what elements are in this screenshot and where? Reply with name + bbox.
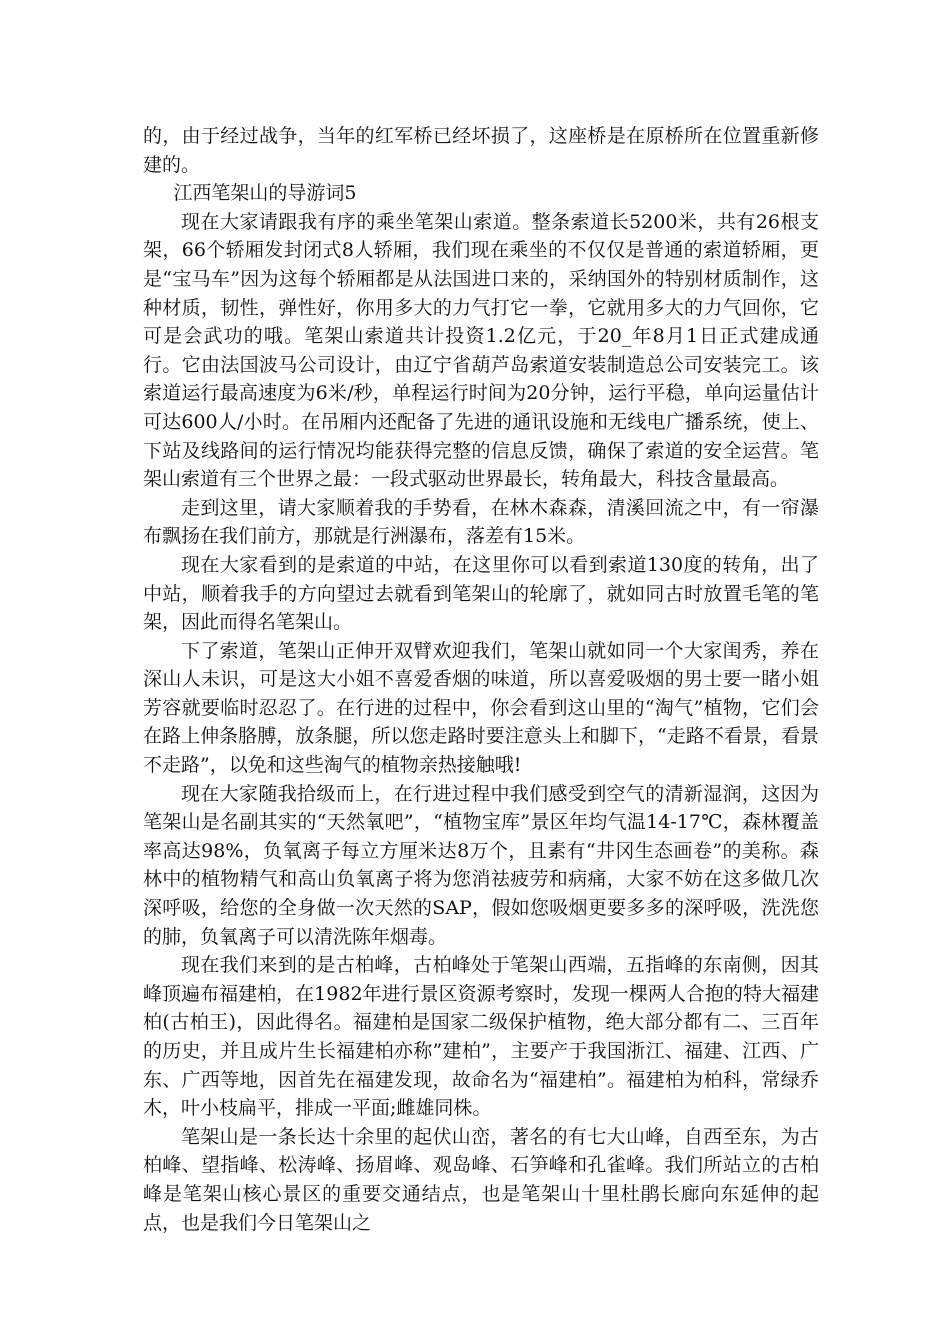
paragraph-cypress-peak: 现在我们来到的是古柏峰，古柏峰处于笔架山西端，五指峰的东南侧，因其峰顶遍布福建柏，在1982年进行景区资源考察时，发现一棵两人合抱的特大福建柏(古柏王)，因此得名。福建柏是国家二级保护植物，绝大部分都有二、三百年的历史，并且成片生长福建柏亦称”建柏”，主要产于我国浙江、福建、江西、广东、广西等地，因首先在福建发现，故命名为“福建柏”。福建柏为柏科，常绿乔木，叶小枝扁平，排成一平面;雌雄同株。 [143, 954, 819, 1120]
paragraph-middle-station: 现在大家看到的是索道的中站，在这里你可以看到索道130度的转角，出了中站，顺着我手的方向望过去就看到笔架山的轮廓了，就如同古时放置毛笔的笔架，因此而得名笔架山。 [143, 553, 819, 634]
paragraph-ropeway: 现在大家请跟我有序的乘坐笔架山索道。整条索道长5200米，共有26根支架，66个轿厢发封闭式8人轿厢，我们现在乘坐的不仅仅是普通的索道轿厢，更是“宝马车”因为这每个轿厢都是从法国进口来的，采纳国外的特别材质制作，这种材质，韧性，弹性好，你用多大的力气打它一拳，它就用多大的力气回你，它可是会武功的哦。笔架山索道共计投资1.2亿元，于20_年8月1日正式建成通行。它由法国波马公司设计，由辽宁省葫芦岛索道安装制造总公司安装完工。该索道运行最高速度为6米/秒，单程运行时间为20分钟，运行平稳，单向运量估计可达600人/小时。在吊厢内还配备了先进的通讯设施和无线电广播系统，使上、下站及线路间的运行情况均能获得完整的信息反馈，确保了索道的安全运营。笔架山索道有三个世界之最：一段式驱动世界最长，转角最大，科技含量最高。 [143, 210, 819, 491]
paragraph-seven-peaks: 笔架山是一条长达十余里的起伏山峦，著名的有七大山峰，自西至东，为古柏峰、望指峰、松涛峰、扬眉峰、观岛峰、石笋峰和孔雀峰。我们所站立的古柏峰是笔架山核心景区的重要交通结点，也是笔架山十里杜鹃长廊向东延伸的起点，也是我们今日笔架山之 [143, 1125, 819, 1234]
section-heading: 江西笔架山的导游词5 [173, 182, 357, 205]
paragraph-waterfall: 走到这里，请大家顺着我的手势看，在林木森森，清溪回流之中，有一帘瀑布飘扬在我们前方，那就是行洲瀑布，落差有15米。 [143, 496, 819, 548]
document-page [143, 122, 819, 1237]
paragraph-oxygen-bar: 现在大家随我拾级而上，在行进过程中我们感受到空气的清新湿润，这因为笔架山是名副其实的“天然氧吧”，“植物宝库”景区年均气温14-17℃，森林覆盖率高达98%，负氧离子每立方厘米达8万个，且素有“井冈生态画卷”的美称。森林中的植物精气和高山负氧离子将为您消祛疲劳和病痛，大家不妨在这多做几次深呼吸，给您的全身做一次天然的SAP，假如您吸烟更要多多的深呼吸，洗洗您的肺，负氧离子可以清洗陈年烟毒。 [143, 782, 819, 948]
continuation-paragraph: 的，由于经过战争，当年的红军桥已经坏损了，这座桥是在原桥所在位置重新修建的。 [143, 125, 819, 176]
paragraph-plants: 下了索道，笔架山正伸开双臂欢迎我们，笔架山就如同一个大家闺秀，养在深山人未识，可是这大小姐不喜爱香烟的味道，所以喜爱吸烟的男士要一睹小姐芳容就要临时忍忍了。在行进的过程中，你会看到这山里的“淘气”植物，它们会在路上伸条胳膊，放条腿，所以您走路时要注意头上和脚下，“走路不看景，看景不走路”，以免和这些淘气的植物亲热接触哦! [143, 639, 819, 777]
